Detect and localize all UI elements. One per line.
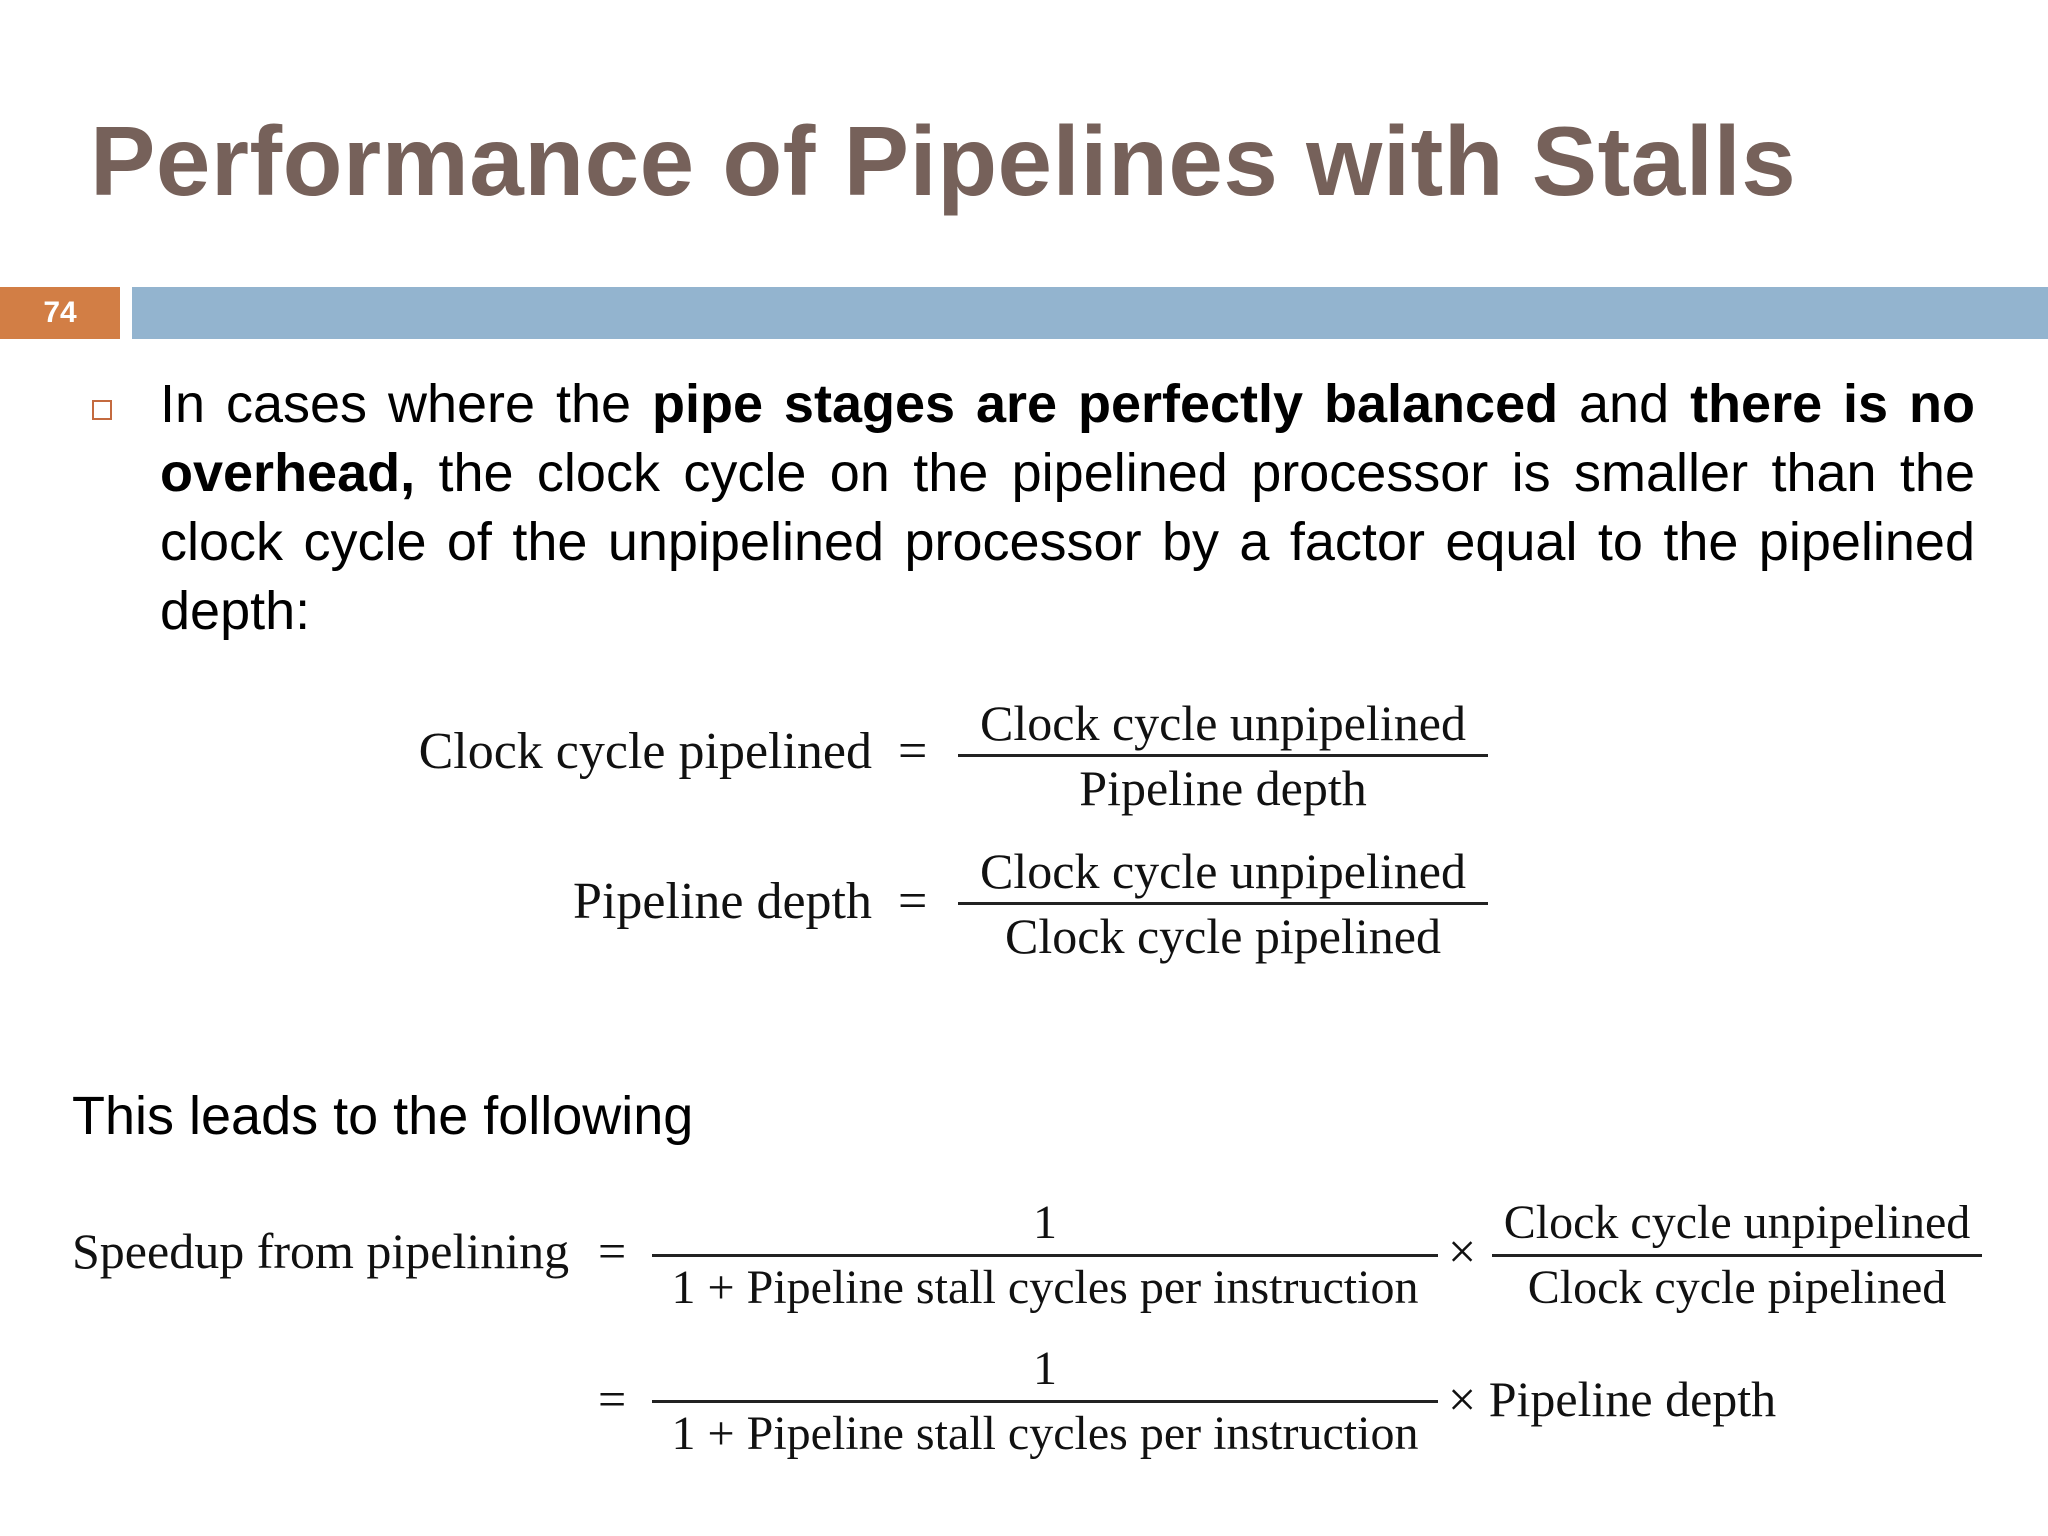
eq1-denominator: Pipeline depth <box>1079 760 1367 816</box>
bullet-bold-balanced: pipe stages are perfectly balanced <box>651 374 1559 434</box>
hollow-square-bullet-icon <box>92 400 112 420</box>
eq1-fraction <box>958 692 1488 819</box>
speedup-equals: = <box>598 1223 627 1279</box>
eq2-fraction <box>958 840 1488 967</box>
bullet-paragraph <box>160 370 1975 646</box>
bullet-text-part2: and <box>1558 374 1691 434</box>
bullet-text-part1: In cases where the <box>160 374 652 434</box>
speedup-equals-2: = <box>598 1371 627 1427</box>
bullet-bold-overhead: there is no overhead, <box>160 374 1975 503</box>
speedup-times-pipeline-depth: × Pipeline depth <box>1448 1371 1777 1427</box>
speedup-numerator-1: 1 <box>1033 1196 1057 1249</box>
page-number-badge <box>0 287 120 339</box>
lead-text: This leads to the following <box>72 1086 694 1146</box>
page-number: 74 <box>43 296 77 329</box>
eq2-lhs: Pipeline depth <box>573 873 872 930</box>
speedup-times: × <box>1448 1223 1477 1279</box>
title-rule-bar <box>132 287 2048 339</box>
speedup-lhs: Speedup from pipelining <box>72 1223 570 1279</box>
eq1-equals: = <box>898 723 928 780</box>
eq1-numerator: Clock cycle unpipelined <box>980 695 1466 751</box>
eq1-lhs: Clock cycle pipelined <box>418 723 872 780</box>
speedup-numerator-2: 1 <box>1033 1342 1057 1395</box>
speedup-clock-numerator: Clock cycle unpipelined <box>1503 1196 1971 1249</box>
speedup-denominator-2: 1 + Pipeline stall cycles per instruction <box>671 1407 1419 1460</box>
eq2-numerator: Clock cycle unpipelined <box>980 843 1466 899</box>
eq2-equals: = <box>898 873 928 930</box>
speedup-clock-fraction <box>1492 1192 1982 1319</box>
speedup-denominator-1: 1 + Pipeline stall cycles per instruction <box>671 1261 1419 1314</box>
speedup-fraction-2 <box>652 1338 1438 1465</box>
speedup-fraction-1 <box>652 1192 1438 1319</box>
eq2-denominator: Clock cycle pipelined <box>1005 908 1441 964</box>
speedup-clock-denominator: Clock cycle pipelined <box>1527 1261 1947 1314</box>
slide-title: Performance of Pipelines with Stalls <box>90 106 1797 216</box>
bullet-text-part3: the clock cycle on the pipelined processor is smaller than the clock cycle of the unpipelined processor by a factor equal to the pipelined depth: <box>160 443 1975 641</box>
